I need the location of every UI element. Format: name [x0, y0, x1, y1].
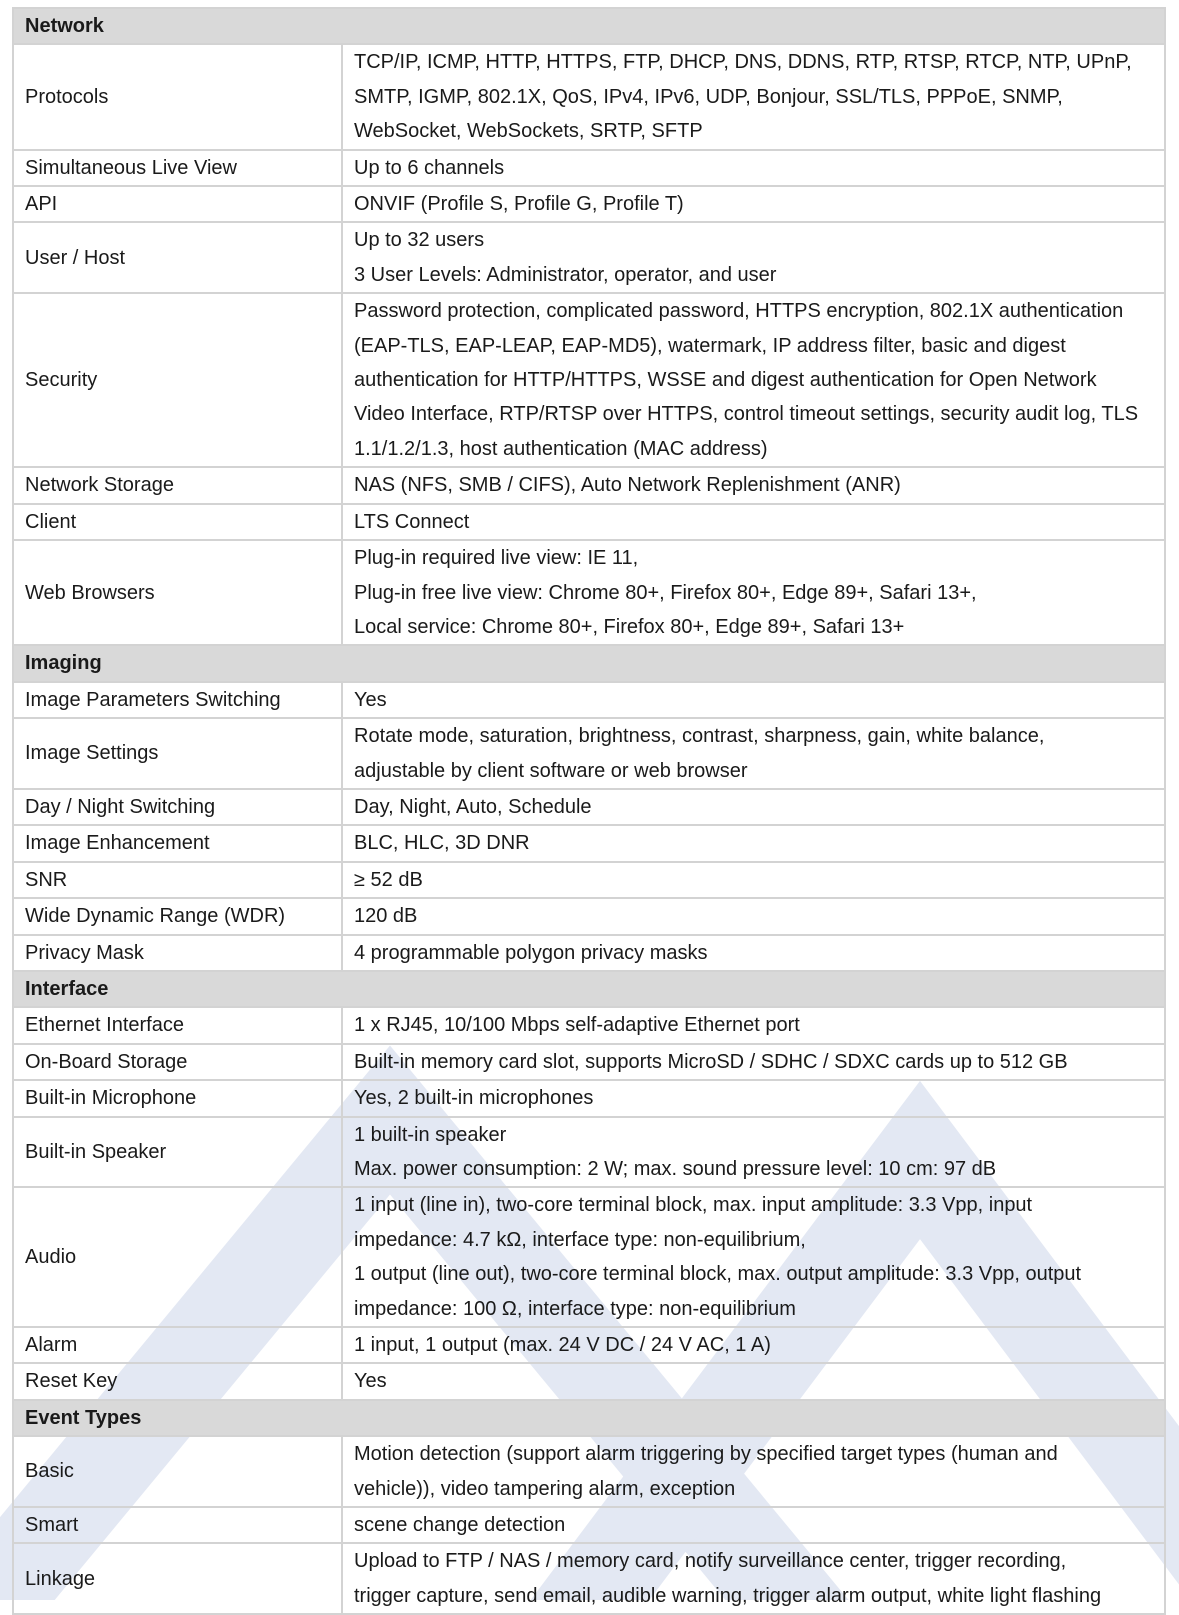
spec-value-line: Video Interface, RTP/RTSP over HTTPS, control timeout settings, security audit log, TLS	[354, 403, 1139, 426]
spec-value-line: ≥ 52 dB	[354, 868, 423, 891]
spec-label: Alarm	[13, 1327, 342, 1363]
spec-value-line: ONVIF (Profile S, Profile G, Profile T)	[354, 193, 684, 216]
table-row	[13, 1436, 1165, 1507]
spec-value-line: WebSocket, WebSockets, SRTP, SFTP	[354, 120, 703, 143]
table-row	[13, 1007, 1165, 1043]
specification-table-body	[13, 8, 1165, 1614]
spec-value	[342, 682, 1165, 718]
spec-label: API	[13, 186, 342, 222]
spec-value	[342, 467, 1165, 503]
table-row	[13, 467, 1165, 503]
spec-value-line: Day, Night, Auto, Schedule	[354, 795, 592, 818]
table-row	[13, 222, 1165, 293]
spec-value-line: Max. power consumption: 2 W; max. sound pressure level: 10 cm: 97 dB	[354, 1158, 997, 1180]
spec-value	[342, 293, 1165, 467]
section-header-row	[13, 8, 1165, 44]
spec-value	[342, 825, 1165, 861]
spec-value-line: vehicle)), video tampering alarm, exception	[354, 1477, 736, 1500]
spec-value-line: Rotate mode, saturation, brightness, contrast, sharpness, gain, white balance,	[354, 725, 1045, 748]
spec-value-line: Yes	[354, 1370, 387, 1393]
spec-label: Wide Dynamic Range (WDR)	[13, 898, 342, 934]
section-title: Event Types	[13, 1400, 1165, 1436]
spec-value-line: 120 dB	[354, 905, 418, 928]
spec-value	[342, 1117, 1165, 1188]
spec-label: Client	[13, 504, 342, 540]
spec-label: User / Host	[13, 222, 342, 293]
table-row	[13, 44, 1165, 149]
table-row	[13, 1363, 1165, 1399]
section-header-row	[13, 1400, 1165, 1436]
table-row	[13, 898, 1165, 934]
spec-value	[342, 1543, 1165, 1614]
table-row	[13, 504, 1165, 540]
section-title: Imaging	[13, 645, 1165, 681]
spec-label: Day / Night Switching	[13, 789, 342, 825]
spec-value-line: Up to 32 users	[354, 229, 485, 252]
spec-value-line: Yes, 2 built-in microphones	[354, 1087, 594, 1110]
spec-value-line: Motion detection (support alarm triggering by specified target types (human and	[354, 1443, 1058, 1466]
spec-label: Ethernet Interface	[13, 1007, 342, 1043]
spec-value	[342, 222, 1165, 293]
spec-label: Protocols	[13, 44, 342, 149]
spec-value-line: trigger capture, send email, audible warning, trigger alarm output, white light flashing	[354, 1584, 1102, 1607]
spec-value	[342, 540, 1165, 645]
specification-table	[12, 7, 1166, 1615]
spec-value	[342, 1363, 1165, 1399]
table-row	[13, 1507, 1165, 1543]
spec-label: On-Board Storage	[13, 1044, 342, 1080]
spec-label: Simultaneous Live View	[13, 150, 342, 186]
spec-label: Web Browsers	[13, 540, 342, 645]
spec-label: Linkage	[13, 1543, 342, 1614]
spec-label: Image Parameters Switching	[13, 682, 342, 718]
table-row	[13, 1543, 1165, 1614]
spec-value	[342, 862, 1165, 898]
spec-label: Security	[13, 293, 342, 467]
spec-value	[342, 186, 1165, 222]
spec-value	[342, 1007, 1165, 1043]
table-row	[13, 293, 1165, 467]
spec-value-line: 1 built-in speaker	[354, 1123, 507, 1146]
spec-value	[342, 1044, 1165, 1080]
spec-label: Basic	[13, 1436, 342, 1507]
table-row	[13, 150, 1165, 186]
table-row	[13, 789, 1165, 825]
table-row	[13, 718, 1165, 789]
spec-value-line: 1.1/1.2/1.3, host authentication (MAC address)	[354, 437, 768, 460]
table-row	[13, 825, 1165, 861]
spec-value-line: Local service: Chrome 80+, Firefox 80+, Edge 89+, Safari 13+	[354, 615, 905, 638]
spec-label: Privacy Mask	[13, 935, 342, 971]
spec-value-line: impedance: 100 Ω, interface type: non-equilibrium	[354, 1297, 796, 1320]
spec-value-line: SMTP, IGMP, 802.1X, QoS, IPv4, IPv6, UDP, Bonjour, SSL/TLS, PPPoE, SNMP,	[354, 85, 1063, 108]
spec-value-line: LTS Connect	[354, 510, 470, 533]
spec-value-line: 3 User Levels: Administrator, operator, and user	[354, 263, 777, 286]
spec-label: Image Enhancement	[13, 825, 342, 861]
spec-value-line: authentication for HTTP/HTTPS, WSSE and digest authentication for Open Network	[354, 369, 1097, 392]
spec-value-line: Upload to FTP / NAS / memory card, notify surveillance center, trigger recording,	[354, 1550, 1067, 1573]
section-title: Network	[13, 8, 1165, 44]
spec-value-line: (EAP-TLS, EAP-LEAP, EAP-MD5), watermark, IP address filter, basic and digest	[354, 334, 1066, 357]
spec-value	[342, 789, 1165, 825]
section-header-row	[13, 645, 1165, 681]
spec-value	[342, 150, 1165, 186]
spec-value-line: Plug-in required live view: IE 11,	[354, 547, 639, 570]
table-row	[13, 1327, 1165, 1363]
table-row	[13, 1080, 1165, 1116]
spec-value-line: Yes	[354, 688, 387, 711]
spec-label: Image Settings	[13, 718, 342, 789]
spec-label: SNR	[13, 862, 342, 898]
spec-value	[342, 1080, 1165, 1116]
table-row	[13, 935, 1165, 971]
spec-label: Network Storage	[13, 467, 342, 503]
spec-value	[342, 718, 1165, 789]
spec-value	[342, 898, 1165, 934]
spec-value-line: 1 x RJ45, 10/100 Mbps self-adaptive Ethernet port	[354, 1014, 800, 1037]
section-header-row	[13, 971, 1165, 1007]
spec-value-line: NAS (NFS, SMB / CIFS), Auto Network Replenishment (ANR)	[354, 474, 901, 497]
spec-value-line: 1 input (line in), two-core terminal block, max. input amplitude: 3.3 Vpp, input	[354, 1194, 1033, 1217]
spec-value-line: 4 programmable polygon privacy masks	[354, 941, 708, 964]
spec-value	[342, 44, 1165, 149]
spec-value	[342, 1187, 1165, 1327]
spec-value-line: Password protection, complicated password, HTTPS encryption, 802.1X authentication	[354, 300, 1124, 323]
spec-value	[342, 1507, 1165, 1543]
spec-value	[342, 504, 1165, 540]
table-row	[13, 540, 1165, 645]
spec-value-line: 1 input, 1 output (max. 24 V DC / 24 V AC, 1 A)	[354, 1334, 771, 1357]
spec-value-line: 1 output (line out), two-core terminal block, max. output amplitude: 3.3 Vpp, output	[354, 1263, 1082, 1286]
section-title: Interface	[13, 971, 1165, 1007]
spec-value-line: scene change detection	[354, 1514, 566, 1537]
spec-value-line: impedance: 4.7 kΩ, interface type: non-equilibrium,	[354, 1228, 806, 1251]
spec-value-line: adjustable by client software or web browser	[354, 759, 748, 782]
spec-value-line: TCP/IP, ICMP, HTTP, HTTPS, FTP, DHCP, DNS, DDNS, RTP, RTSP, RTCP, NTP, UPnP,	[354, 51, 1132, 74]
spec-label: Smart	[13, 1507, 342, 1543]
spec-label: Built-in Speaker	[13, 1117, 342, 1188]
spec-value	[342, 1436, 1165, 1507]
spec-value-line: Plug-in free live view: Chrome 80+, Firefox 80+, Edge 89+, Safari 13+,	[354, 581, 977, 604]
table-row	[13, 682, 1165, 718]
spec-value	[342, 1327, 1165, 1363]
spec-value	[342, 935, 1165, 971]
table-row	[13, 1117, 1165, 1188]
table-row	[13, 1044, 1165, 1080]
spec-value-line: Built-in memory card slot, supports MicroSD / SDHC / SDXC cards up to 512 GB	[354, 1050, 1068, 1073]
spec-label: Audio	[13, 1187, 342, 1327]
table-row	[13, 862, 1165, 898]
table-row	[13, 1187, 1165, 1327]
spec-value-line: Up to 6 channels	[354, 156, 505, 179]
spec-value-line: BLC, HLC, 3D DNR	[354, 832, 530, 855]
table-row	[13, 186, 1165, 222]
spec-label: Built-in Microphone	[13, 1080, 342, 1116]
spec-label: Reset Key	[13, 1363, 342, 1399]
